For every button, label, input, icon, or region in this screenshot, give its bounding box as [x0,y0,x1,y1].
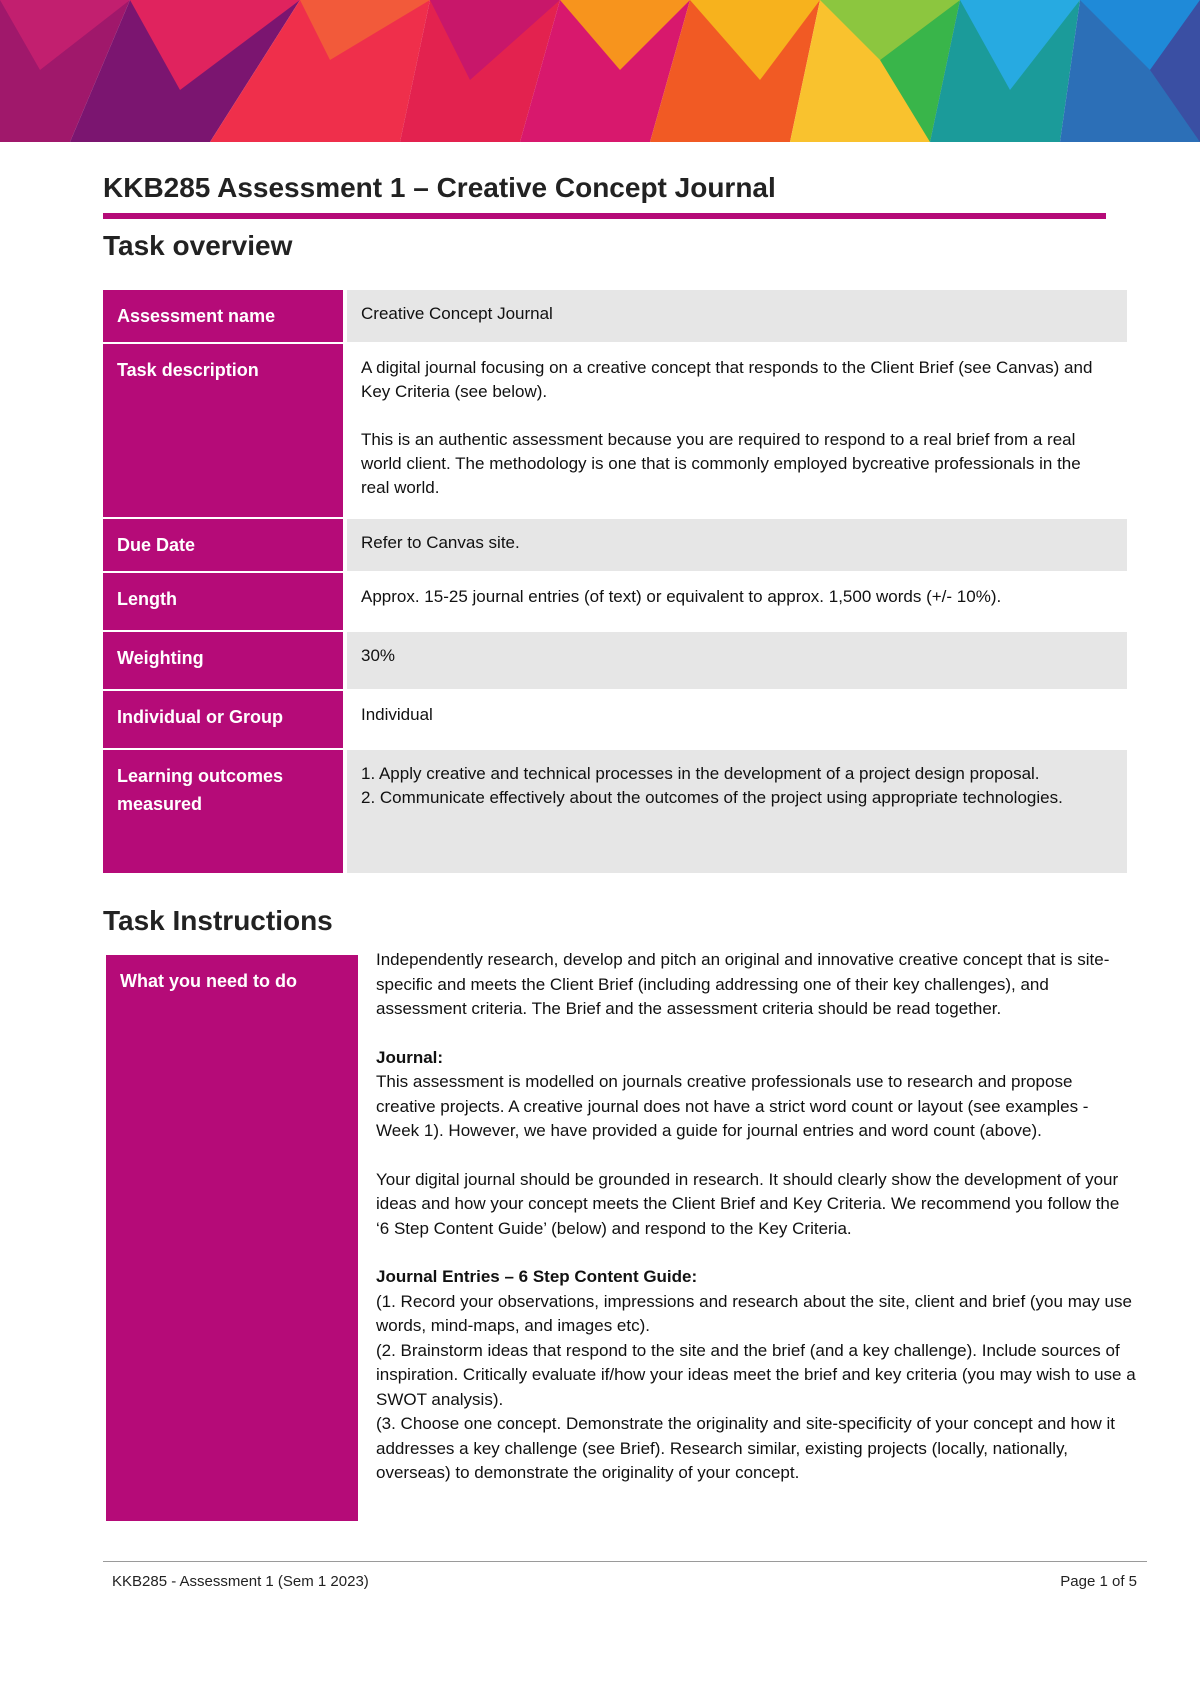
list-item: (1. Record your observations, impressions and research about the site, client and brief (you may use words, mind-maps, and images etc). [376,1291,1132,1335]
table-row [103,519,1127,571]
instructions-body [376,948,1136,1486]
row-value-text: Individual [361,705,433,724]
row-label: Length [103,573,343,630]
instructions-label: What you need to do [106,955,358,1521]
row-label: Assessment name [103,290,343,342]
row-value-text: 2. Communicate effectively about the outcomes of the project using appropriate technologies. [361,788,1063,807]
row-value-text: 1. Apply creative and technical processes in the development of a project design proposal. [361,764,1040,783]
journal-section [376,1046,1136,1144]
row-value [347,750,1127,873]
journal-heading: Journal: [376,1047,444,1067]
row-value-text: 30% [361,646,396,665]
row-label: Due Date [103,519,343,571]
task-overview-heading: Task overview [103,230,293,261]
row-value [347,519,1127,571]
row-label: Individual or Group [103,691,343,748]
footer-course-label: KKB285 - Assessment 1 (Sem 1 2023) [112,1573,369,1590]
footer-page-number: Page 1 of 5 [1060,1573,1137,1590]
list-item: (3. Choose one concept. Demonstrate the originality and site-specificity of your concept and how it addresses a key challenge (see Brief). Research similar, existing projects (locally, nationally, overseas) to demonstrate the originality of your concept. [376,1414,1115,1482]
row-value [347,691,1127,748]
content-guide [376,1265,1136,1486]
table-row [103,632,1127,689]
row-value-text: Approx. 15-25 journal entries (of text) or equivalent to approx. 1,500 words (+/- 10%). [361,587,1002,606]
table-row [103,344,1127,517]
table-row [103,573,1127,630]
row-value [347,344,1127,517]
row-value [347,290,1127,342]
row-label: Task description [103,344,343,517]
row-label: Learning outcomes measured [103,750,343,873]
header-banner-graphic [0,0,1200,142]
row-value-text: A digital journal focusing on a creative concept that responds to the Client Brief (see Canvas) and Key Criteria (see below). [361,358,1093,401]
grounded-text: Your digital journal should be grounded in research. It should clearly show the development of your ideas and how your concept meets the Client Brief and Key Criteria. We recommend you follow the ‘6 Step Content Guide’ (below) and respond to the Key Criteria. [376,1169,1120,1238]
row-value-text: This is an authentic assessment because you are required to respond to a real brief from a real world client. The methodology is one that is commonly employed bycreative professionals in the real world. [361,430,1081,497]
journal-text: This assessment is modelled on journals creative professionals use to research and propose creative projects. A creative journal does not have a strict word count or layout (see examples - Week 1). However, we have provided a guide for journal entries and word count (above). [376,1072,1089,1140]
table-row [103,691,1127,748]
task-instructions-heading: Task Instructions [103,905,333,936]
row-value [347,573,1127,630]
row-value-text: Refer to Canvas site. [361,533,520,552]
row-label: Weighting [103,632,343,689]
footer-divider [103,1561,1147,1562]
title-underline [103,213,1106,219]
instructions-intro: Independently research, develop and pitch an original and innovative creative concept that is site-specific and meets the Client Brief (including addressing one of their key challenges), and assessment criteria. The Brief and the assessment criteria should be read together. [376,950,1110,1018]
list-item: (2. Brainstorm ideas that respond to the site and the brief (and a key challenge). Include sources of inspiration. Critically evaluate if/how your ideas meet the brief and key criteria (you may wish to use a SWOT analysis). [376,1340,1136,1409]
table-row [103,290,1127,342]
row-value [347,632,1127,689]
document-title: KKB285 Assessment 1 – Creative Concept Journal [103,172,776,203]
table-row [103,750,1127,873]
row-value-text: Creative Concept Journal [361,304,553,323]
guide-heading: Journal Entries – 6 Step Content Guide: [376,1267,698,1286]
